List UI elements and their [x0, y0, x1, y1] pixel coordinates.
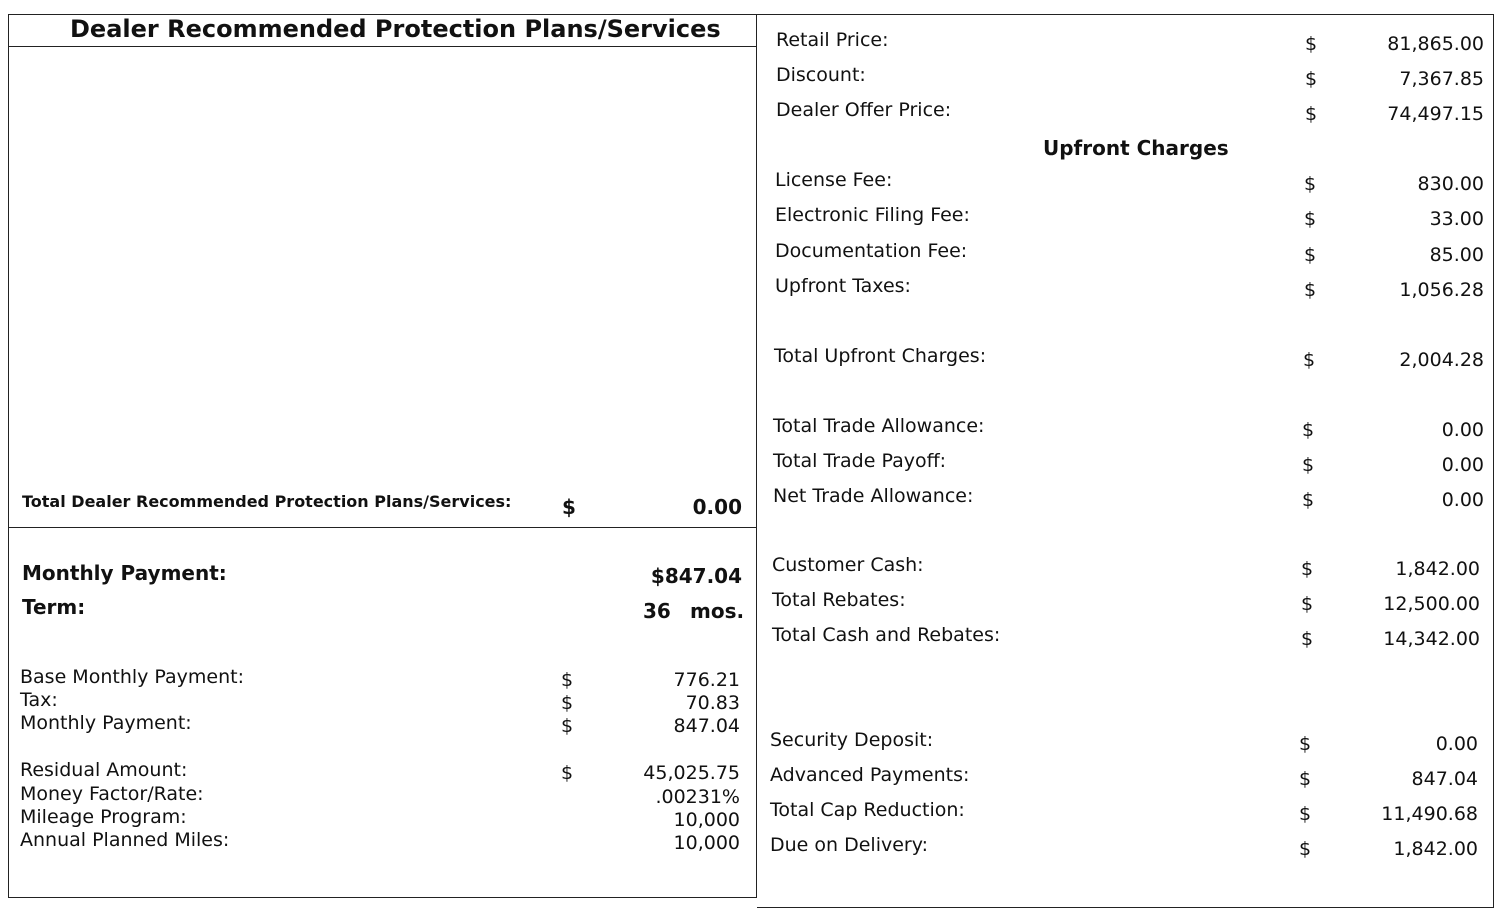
- upfront-taxes-dollar: $: [1304, 279, 1317, 301]
- total-cash-rebates-dollar: $: [1301, 628, 1314, 650]
- security-deposit-value: 0.00: [1435, 733, 1478, 755]
- monthly-payment-breakdown-label: Monthly Payment:: [20, 712, 192, 734]
- total-cap-reduction-label: Total Cap Reduction:: [770, 799, 965, 821]
- documentation-fee-label: Documentation Fee:: [775, 240, 968, 262]
- customer-cash-value: 1,842.00: [1395, 558, 1480, 580]
- annual-planned-miles-value: 10,000: [673, 832, 740, 854]
- total-rebates-label: Total Rebates:: [772, 589, 906, 611]
- dealer-offer-price-dollar: $: [1305, 103, 1318, 125]
- customer-cash-label: Customer Cash:: [772, 554, 924, 576]
- retail-price-value: 81,865.00: [1387, 33, 1484, 55]
- total-cash-rebates-label: Total Cash and Rebates:: [772, 624, 1001, 646]
- electronic-filing-fee-dollar: $: [1304, 208, 1317, 230]
- total-trade-payoff-value: 0.00: [1441, 454, 1484, 476]
- security-deposit-label: Security Deposit:: [770, 729, 934, 751]
- residual-amount-dollar: $: [561, 762, 574, 784]
- net-trade-allowance-label: Net Trade Allowance:: [773, 485, 974, 507]
- monthly-payment-value: $847.04: [650, 564, 742, 588]
- total-upfront-charges-label: Total Upfront Charges:: [774, 345, 987, 367]
- top-border: [757, 14, 1494, 15]
- due-on-delivery-label: Due on Delivery:: [770, 834, 928, 856]
- total-trade-allowance-dollar: $: [1302, 419, 1315, 441]
- total-rebates-value: 12,500.00: [1383, 593, 1480, 615]
- discount-value: 7,367.85: [1399, 68, 1484, 90]
- monthly-payment-breakdown-value: 847.04: [673, 715, 740, 737]
- base-monthly-payment-label: Base Monthly Payment:: [20, 666, 245, 688]
- tax-label: Tax:: [20, 689, 58, 711]
- total-trade-payoff-label: Total Trade Payoff:: [773, 450, 947, 472]
- due-on-delivery-dollar: $: [1299, 838, 1312, 860]
- title-divider: [8, 46, 757, 47]
- documentation-fee-dollar: $: [1304, 244, 1317, 266]
- electronic-filing-fee-label: Electronic Filing Fee:: [775, 204, 970, 226]
- tax-dollar: $: [561, 692, 574, 714]
- total-cash-rebates-value: 14,342.00: [1383, 628, 1480, 650]
- discount-label: Discount:: [776, 64, 866, 86]
- term-value: 36: [643, 599, 671, 623]
- total-trade-allowance-value: 0.00: [1441, 419, 1484, 441]
- upfront-charges-heading: Upfront Charges: [1043, 136, 1229, 160]
- documentation-fee-value: 85.00: [1429, 244, 1484, 266]
- dealer-offer-price-value: 74,497.15: [1387, 103, 1484, 125]
- customer-cash-dollar: $: [1301, 558, 1314, 580]
- total-trade-payoff-dollar: $: [1302, 454, 1315, 476]
- total-trade-allowance-label: Total Trade Allowance:: [773, 415, 985, 437]
- protection-plans-title: Dealer Recommended Protection Plans/Services: [70, 15, 721, 43]
- security-deposit-dollar: $: [1299, 733, 1312, 755]
- due-on-delivery-value: 1,842.00: [1393, 838, 1478, 860]
- total-cap-reduction-dollar: $: [1299, 803, 1312, 825]
- monthly-payment-breakdown-dollar: $: [561, 715, 574, 737]
- annual-planned-miles-label: Annual Planned Miles:: [20, 829, 230, 851]
- money-factor-value: .00231%: [655, 786, 740, 808]
- term-unit: mos.: [690, 599, 745, 623]
- residual-amount-value: 45,025.75: [643, 762, 740, 784]
- total-protection-label: Total Dealer Recommended Protection Plans/Services:: [22, 492, 512, 511]
- discount-dollar: $: [1305, 68, 1318, 90]
- total-rebates-dollar: $: [1301, 593, 1314, 615]
- total-protection-value: 0.00: [692, 495, 742, 519]
- residual-amount-label: Residual Amount:: [20, 759, 188, 781]
- total-upfront-charges-value: 2,004.28: [1399, 349, 1484, 371]
- money-factor-label: Money Factor/Rate:: [20, 783, 204, 805]
- section-divider: [8, 527, 757, 528]
- license-fee-label: License Fee:: [775, 169, 893, 191]
- base-monthly-payment-value: 776.21: [673, 669, 740, 691]
- upfront-taxes-label: Upfront Taxes:: [775, 275, 911, 297]
- electronic-filing-fee-value: 33.00: [1429, 208, 1484, 230]
- term-label: Term:: [22, 595, 86, 619]
- advanced-payments-dollar: $: [1299, 768, 1312, 790]
- total-cap-reduction-value: 11,490.68: [1381, 803, 1478, 825]
- advanced-payments-label: Advanced Payments:: [770, 764, 970, 786]
- mileage-program-label: Mileage Program:: [20, 806, 187, 828]
- advanced-payments-value: 847.04: [1411, 768, 1478, 790]
- retail-price-dollar: $: [1305, 33, 1318, 55]
- base-monthly-payment-dollar: $: [561, 669, 574, 691]
- license-fee-dollar: $: [1304, 173, 1317, 195]
- net-trade-allowance-value: 0.00: [1441, 489, 1484, 511]
- mileage-program-value: 10,000: [673, 809, 740, 831]
- license-fee-value: 830.00: [1417, 173, 1484, 195]
- total-protection-dollar: $: [562, 495, 576, 519]
- dealer-offer-price-label: Dealer Offer Price:: [776, 99, 952, 121]
- upfront-taxes-value: 1,056.28: [1399, 279, 1484, 301]
- monthly-payment-label: Monthly Payment:: [22, 561, 227, 585]
- retail-price-label: Retail Price:: [776, 29, 889, 51]
- net-trade-allowance-dollar: $: [1302, 489, 1315, 511]
- tax-value: 70.83: [685, 692, 740, 714]
- total-upfront-charges-dollar: $: [1303, 349, 1316, 371]
